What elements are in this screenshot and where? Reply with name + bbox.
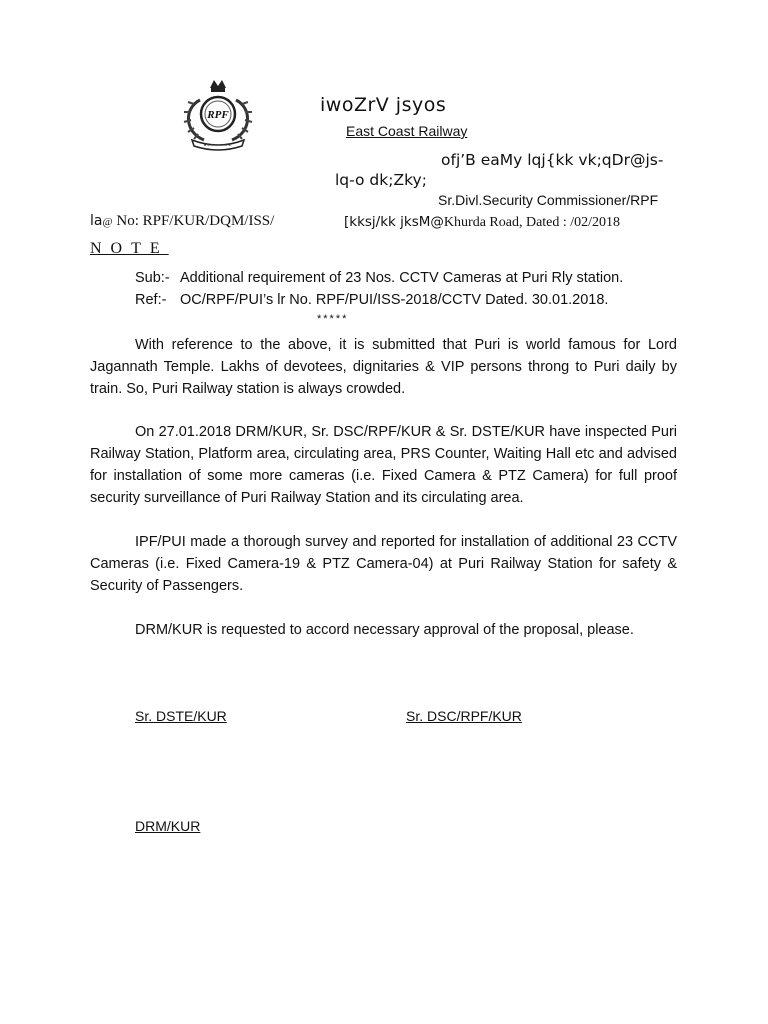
paragraph-4: DRM/KUR is requested to accord necessary approval of the proposal, please. (135, 622, 634, 638)
rpf-emblem (170, 74, 266, 154)
hindi-title: iwoZrV jsyos (320, 94, 447, 116)
ref-prefix: la (90, 213, 103, 229)
reference-text: OC/RPF/PUI’s lr No. RPF/PUI/ISS-2018/CCTV Dated. 30.01.2018. (180, 292, 609, 308)
subject-text: Additional requirement of 23 Nos. CCTV Cameras at Puri Rly station. (180, 270, 624, 286)
signatory-sr-dsc: Sr. DSC/RPF/KUR (406, 708, 522, 724)
ref-number-text: No: RPF/KUR/DQM/ISS/ (112, 213, 275, 229)
designation: Sr.Divl.Security Commissioner/RPF (438, 192, 659, 208)
signatory-sr-dste: Sr. DSTE/KUR (135, 708, 227, 724)
location-date (344, 214, 620, 231)
reference-number (90, 213, 274, 230)
emblem-label: RPF (207, 109, 229, 121)
english-title: East Coast Railway (346, 123, 468, 139)
paragraph-3: IPF/PUI made a thorough survey and reported for installation of additional 23 CCTV Cameras (i.e. Fixed Camera-19 & PTZ Camera-04) at Puri Railway Station for safety & Security of Passengers. (90, 534, 677, 594)
reference-line (135, 292, 608, 308)
note-heading: NOTE (90, 240, 169, 257)
paragraph-1: With reference to the above, it is submitted that Puri is world famous for Lord Jagannath Temple. Lakhs of devotees, dignitaries & VIP persons throng to Puri daily by train. So, Puri Railway station is always crowded. (90, 337, 677, 397)
subject-label: Sub:- (135, 270, 170, 286)
separator: ***** (317, 313, 349, 325)
location-dated: Khurda Road, Dated : /02/2018 (443, 215, 621, 230)
ref-at: @ (102, 216, 113, 228)
subject-line (135, 270, 623, 286)
location-hindi: [kksj/kk jksM@ (344, 214, 444, 230)
hindi-office-line-1: ofj’B eaMy lqj{kk vk;qDr@js- (441, 151, 664, 169)
reference-label: Ref:- (135, 292, 167, 308)
paragraph-2: On 27.01.2018 DRM/KUR, Sr. DSC/RPF/KUR & Sr. DSTE/KUR have inspected Puri Railway Station, Platform area, circulating area, PRS Counter, Waiting Hall etc and advised for installation of some more cameras (i.e. Fixed Camera & PTZ Camera) for full proof security surveillance of Puri Railway Station and its circulating area. (90, 424, 677, 506)
signatory-drm: DRM/KUR (135, 818, 201, 834)
hindi-office-line-2: lq-o dk;Zky; (335, 171, 427, 189)
